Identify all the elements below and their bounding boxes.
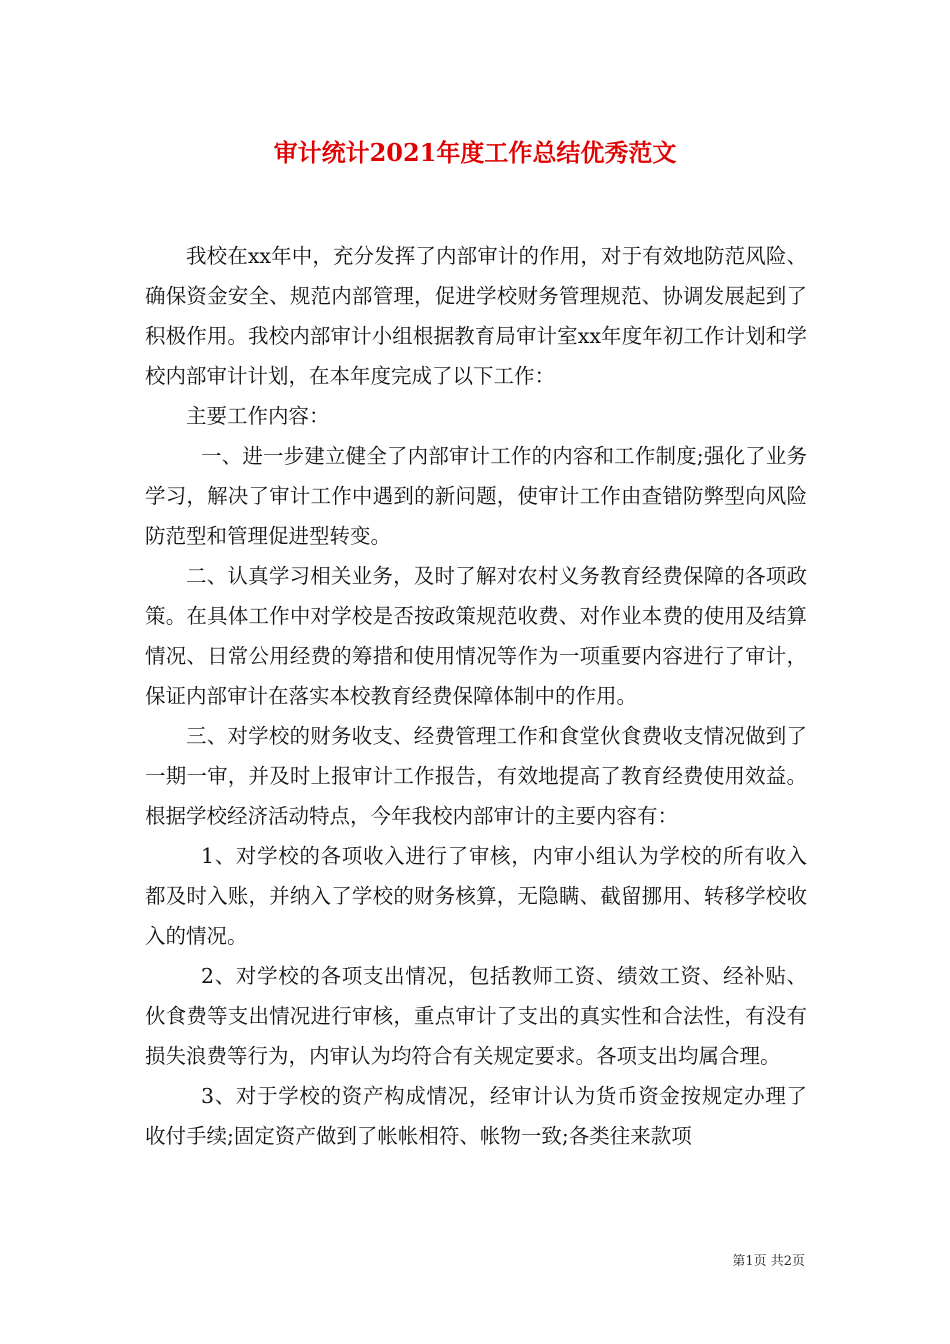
page-number: 第1页 共2页 — [732, 1254, 805, 1269]
paragraph-section-3: 三、对学校的财务收支、经费管理工作和食堂伙食费收支情况做到了一期一审，并及时上报审计工作报告，有效地提高了教育经费使用效益。根据学校经济活动特点，今年我校内部审计的主要内容有： — [145, 724, 807, 828]
paragraph-item-2: 2、对学校的各项支出情况，包括教师工资、绩效工资、经补贴、伙食费等支出情况进行审核，重点审计了支出的真实性和合法性，有没有损失浪费等行为，内审认为均符合有关规定要求。各项支出均属合理。 — [145, 964, 807, 1068]
paragraph-item-1: 1、对学校的各项收入进行了审核，内审小组认为学校的所有收入都及时入账，并纳入了学校的财务核算，无隐瞒、截留挪用、转移学校收入的情况。 — [145, 844, 807, 948]
document-body — [145, 236, 807, 1156]
paragraph-item-3: 3、对于学校的资产构成情况，经审计认为货币资金按规定办理了收付手续;固定资产做到了帐帐相符、帐物一致;各类往来款项 — [145, 1084, 807, 1148]
paragraph-section-2: 二、认真学习相关业务，及时了解对农村义务教育经费保障的各项政策。在具体工作中对学校是否按政策规范收费、对作业本费的使用及结算情况、日常公用经费的筹措和使用情况等作为一项重要内容进行了审计，保证内部审计在落实本校教育经费保障体制中的作用。 — [145, 564, 807, 708]
paragraph-main-heading: 主要工作内容： — [186, 404, 330, 428]
paragraph-intro: 我校在xx年中，充分发挥了内部审计的作用，对于有效地防范风险、确保资金安全、规范内部管理，促进学校财务管理规范、协调发展起到了积极作用。我校内部审计小组根据教育局审计室xx年度年初工作计划和学校内部审计计划，在本年度完成了以下工作： — [145, 244, 807, 388]
paragraph-section-1: 一、进一步建立健全了内部审计工作的内容和工作制度;强化了业务学习，解决了审计工作中遇到的新问题，使审计工作由查错防弊型向风险防范型和管理促进型转变。 — [145, 444, 807, 548]
document-title: 审计统计2021年度工作总结优秀范文 — [273, 138, 677, 167]
